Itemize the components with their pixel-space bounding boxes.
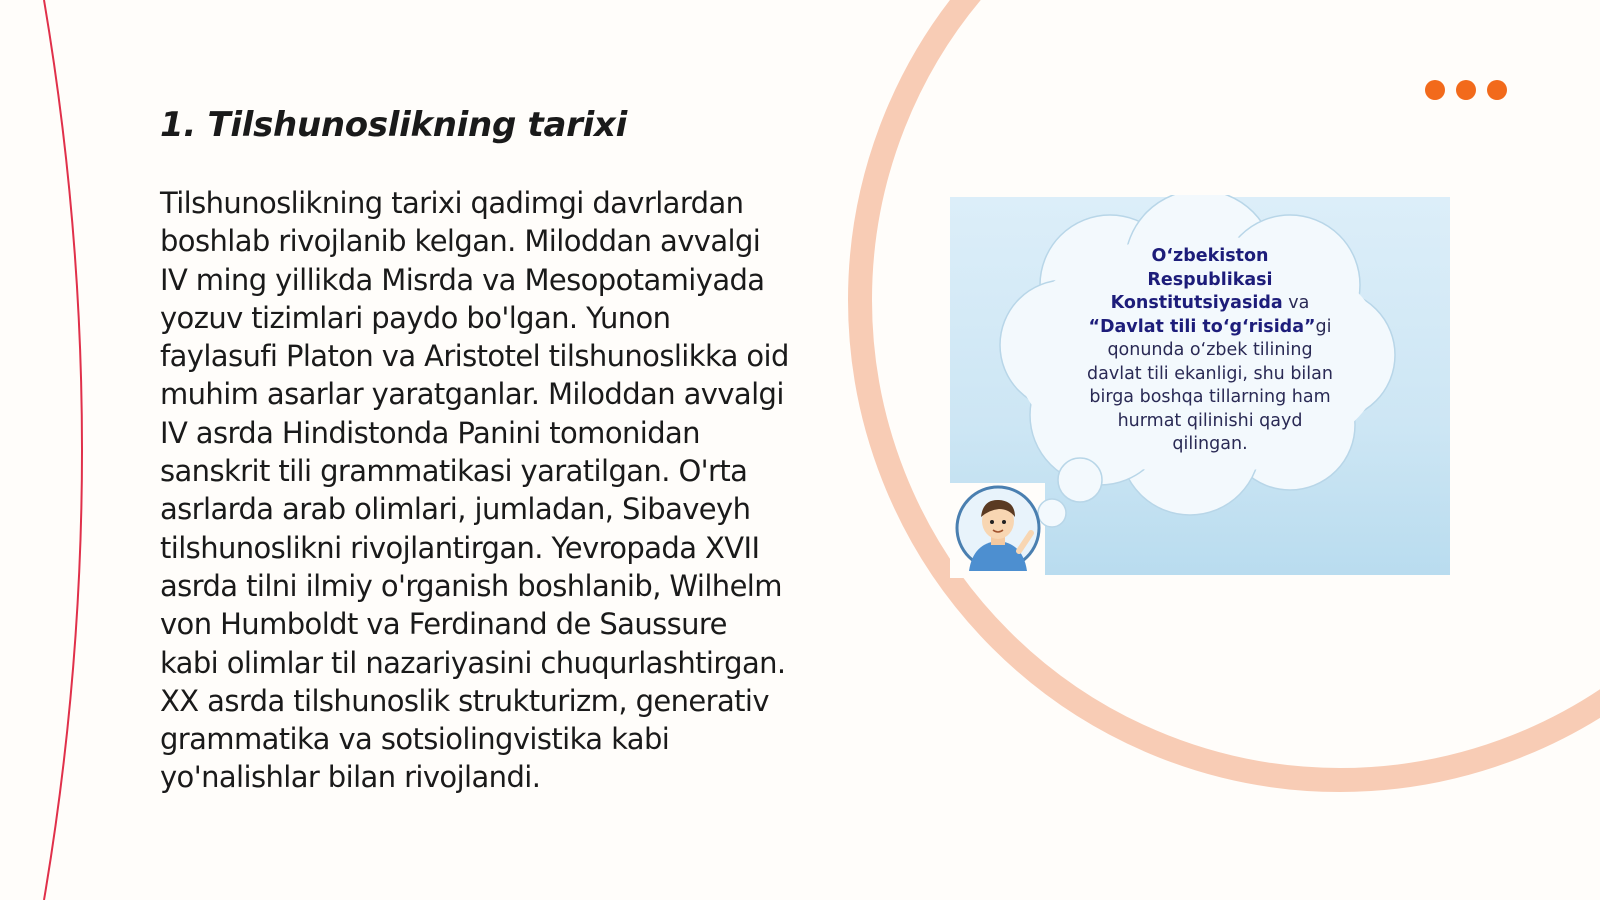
paragraph-line: yozuv tizimlari paydo bo'lgan. Yunon bbox=[160, 300, 671, 335]
paragraph-line: tilshunoslikni rivojlantirgan. Yevropada XVII bbox=[160, 530, 760, 565]
three-dots-icon bbox=[1425, 80, 1507, 100]
paragraph-line: asrda tilni ilmiy o'rganish boshlanib, Wilhelm bbox=[160, 568, 782, 603]
bubble-bold-text: Respublikasi bbox=[1147, 269, 1273, 290]
bubble-bold-text: O‘zbekiston bbox=[1151, 246, 1269, 266]
bubble-text: hurmat qilinishi qayd bbox=[1117, 410, 1303, 431]
paragraph-line: sanskrit tili grammatikasi yaratilgan. O'rta bbox=[160, 454, 748, 489]
dot bbox=[1487, 80, 1507, 100]
paragraph-line: asrlarda arab olimlari, jumladan, Sibaveyh bbox=[160, 492, 751, 527]
paragraph-line: Tilshunoslikning tarixi qadimgi davrlardan bbox=[160, 186, 744, 220]
slide-heading: 1. Tilshunoslikning tarixi bbox=[160, 105, 627, 145]
bubble-text: gi bbox=[1315, 316, 1332, 337]
dot bbox=[1425, 80, 1445, 100]
paragraph-line: von Humboldt va Ferdinand de Saussure bbox=[160, 607, 727, 642]
paragraph-line: yo'nalishlar bilan rivojlandi. bbox=[160, 760, 541, 795]
bubble-text: davlat tili ekanligi, shu bilan bbox=[1087, 363, 1333, 384]
paragraph-line: IV asrda Hindistonda Panini tomonidan bbox=[160, 415, 700, 450]
bubble-text: va bbox=[1282, 293, 1310, 313]
speech-bubble-text bbox=[1060, 245, 1360, 457]
paragraph-line: kabi olimlar til nazariyasini chuqurlashtirgan. bbox=[160, 645, 786, 680]
bubble-text: qilingan. bbox=[1172, 434, 1248, 454]
boy-avatar-icon bbox=[955, 485, 1041, 571]
bubble-text: qonunda o‘zbek tilining bbox=[1107, 340, 1313, 360]
dot bbox=[1456, 80, 1476, 100]
paragraph-line: grammatika va sotsiolingvistika kabi bbox=[160, 722, 670, 757]
paragraph-line: muhim asarlar yaratganlar. Miloddan avvalgi bbox=[160, 377, 784, 412]
paragraph-line: IV ming yillikda Misrda va Mesopotamiyada bbox=[160, 262, 765, 297]
paragraph-line: faylasufi Platon va Aristotel tilshunoslikka oid bbox=[160, 339, 789, 374]
paragraph-line: XX asrda tilshunoslik strukturizm, generativ bbox=[160, 683, 769, 718]
bubble-bold-text: Konstitutsiyasida bbox=[1110, 293, 1283, 313]
paragraph-line: boshlab rivojlanib kelgan. Miloddan avvalgi bbox=[160, 224, 761, 259]
bubble-text: birga boshqa tillarning ham bbox=[1089, 387, 1331, 407]
left-red-curve bbox=[44, 0, 82, 900]
bubble-bold-text: “Davlat tili to‘g‘risida” bbox=[1088, 316, 1316, 337]
slide-paragraph bbox=[160, 184, 860, 797]
